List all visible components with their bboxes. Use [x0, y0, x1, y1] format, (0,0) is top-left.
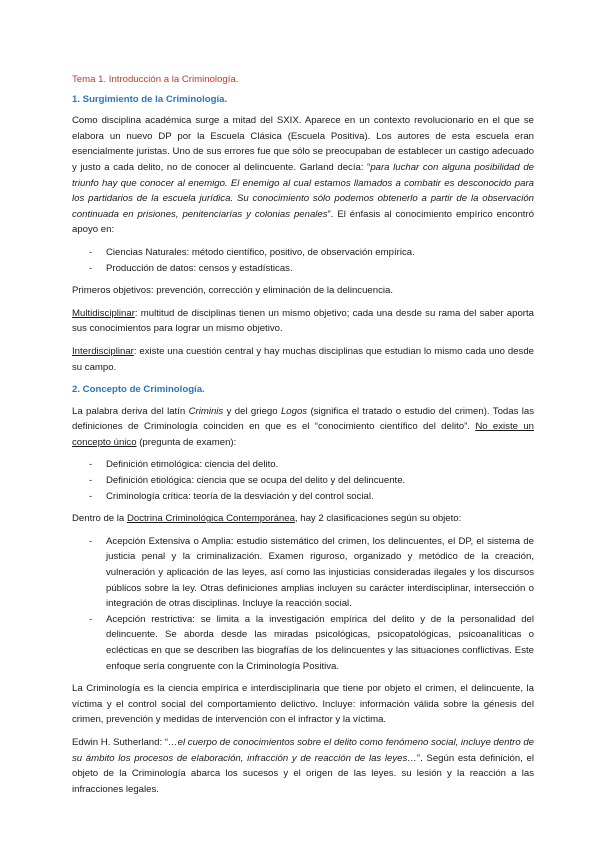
paragraph-objetivos: Primeros objetivos: prevención, corrección y eliminación de la delincuencia.	[72, 285, 394, 297]
dash-bullet: -	[89, 613, 93, 625]
paragraph-etimologia	[72, 404, 534, 451]
list-item	[72, 612, 534, 674]
section-heading-concepto: 2. Concepto de Criminología.	[72, 384, 205, 396]
paragraph-text: Edwin H. Sutherland: “	[72, 736, 169, 748]
underlined-phrase: No existe un concepto único	[72, 421, 534, 448]
list-item	[72, 457, 534, 473]
list-item-text: Acepción Extensiva o Amplia: estudio sistemático del crimen, los delincuentes, el DP, el sistema de justicia penal y la criminalización. Examen riguroso, organizado y metódico de la creación, vulneración y aplicación de las leyes, así como las injusticias consideradas ilegales y los discursos públicos sobre la ley. Otras definiciones amplias incluyen su carácter interdisciplinar, intersección o integración de otras disciplinas. Incluye la reacción social.	[106, 535, 534, 610]
dash-bullet: -	[89, 246, 93, 258]
paragraph-text: Como disciplina académica surge a mitad del SXIX. Aparece en un contexto revolucionario en el que se elabora un nuevo DP por la Escuela Clásica (Escuela Positiva). Los autores de esta escuela eran esencialmente juristas. Uno de sus errores fue que sólo se preocupaban de establecer un castigo adecuado y justo a cada delito, no de conocer al delincuente. Garland decía: “	[72, 115, 534, 173]
dash-bullet: -	[89, 475, 93, 487]
paragraph-interdisciplinar	[72, 344, 534, 375]
paragraph-text: La palabra deriva del latín	[72, 405, 189, 417]
dash-bullet: -	[89, 490, 93, 502]
term-interdisciplinar: Interdisciplinar	[72, 345, 134, 357]
dash-bullet: -	[89, 535, 93, 547]
paragraph-text: (significa el tratado o estudio del crimen). Todas las definiciones de Criminología coinciden en que es el “conocimiento científico del delito”.	[72, 405, 534, 433]
paragraph-text: , hay 2 clasificaciones según su objeto:	[294, 513, 462, 525]
paragraph-text: ”. El énfasis al conocimiento empírico encontró apoyo en:	[72, 208, 534, 236]
paragraph-doctrina	[72, 511, 534, 527]
list-item-text: Ciencias Naturales: método científico, positivo, de observación empírica.	[106, 246, 415, 258]
garland-quote: para luchar con alguna posibilidad de triunfo hay que conocer al enemigo. El enemigo al cual estamos llamados a combatir es desconocido para los partidarios de la escuela jurídica. Su conocimiento sólo podemos obtenerlo a partir de la observación continuada en prisiones, penitenciarías y colonias penales	[72, 161, 534, 220]
list-item	[72, 489, 534, 505]
list-item-text: Producción de datos: censos y estadísticas.	[106, 262, 293, 274]
term-multidisciplinar: Multidisciplinar	[72, 307, 135, 319]
paragraph-text: ”. Según esta definición, el objeto de la Criminología abarca los sucesos y el origen de las leyes. su lesión y la reacción a las infracciones legales.	[72, 752, 534, 795]
list-item	[72, 261, 534, 277]
document-title: Tema 1. Introducción a la Criminología.	[72, 74, 239, 85]
list-item-text: Definición etiológica: ciencia que se ocupa del delito y del delincuente.	[106, 475, 406, 487]
paragraph-text: y del griego	[223, 405, 281, 417]
list-item	[72, 473, 534, 489]
empirical-support-list	[72, 245, 534, 276]
paragraph-text: Dentro de la	[72, 513, 127, 525]
list-item-text: Acepción restrictiva: se limita a la investigación empírica del delito y de la personalidad del delincuente. Se aborda desde las miradas psicológicas, psicopatológicas, psicoanalíticas o eclécticas en que se describen las biografías de los delincuentes y las situaciones conflictivas. Este enfoque sería congruente con la Criminología Positiva.	[106, 613, 534, 672]
sutherland-quote: …el cuerpo de conocimientos sobre el delito como fenómeno social, incluye dentro de su ámbito los procesos de elaboración, infracción y de reacción de las leyes…	[72, 736, 535, 764]
paragraph-origen	[72, 113, 534, 238]
dash-bullet: -	[89, 459, 93, 471]
latin-term: Criminis	[188, 405, 224, 417]
list-item	[72, 245, 534, 261]
list-item-text: Criminología crítica: teoría de la desviación y del control social.	[106, 490, 374, 502]
greek-term: Logos	[280, 405, 308, 417]
paragraph-text: : multitud de disciplinas tienen un mismo objetivo; cada una desde su rama del saber aporta sus conocimientos para lograr un mismo objetivo.	[72, 307, 534, 335]
acepciones-list	[72, 534, 534, 674]
paragraph-multidisciplinar	[72, 306, 534, 337]
paragraph-definicion: La Criminología es la ciencia empírica e interdisciplinaria que tiene por objeto el crimen, el delincuente, la víctima y el control social del comportamiento delictivo. Incluye: información válida sobre la génesis del crimen, prevención y medidas de intervención con el infractor y la víctima.	[72, 683, 534, 726]
paragraph-text: : existe una cuestión central y hay muchas disciplinas que estudian lo mismo cada uno desde su campo.	[72, 345, 534, 373]
list-item	[72, 534, 534, 612]
paragraph-sutherland	[72, 735, 534, 797]
paragraph-text: (pregunta de examen):	[136, 436, 237, 448]
section-heading-surgimiento: 1. Surgimiento de la Criminología.	[72, 93, 228, 105]
list-item-text: Definición etimológica: ciencia del delito.	[106, 459, 279, 471]
document-page	[72, 72, 534, 804]
underlined-phrase: Doctrina Criminológica Contemporánea	[126, 513, 295, 525]
dash-bullet: -	[89, 262, 93, 274]
definitions-list	[72, 457, 534, 504]
